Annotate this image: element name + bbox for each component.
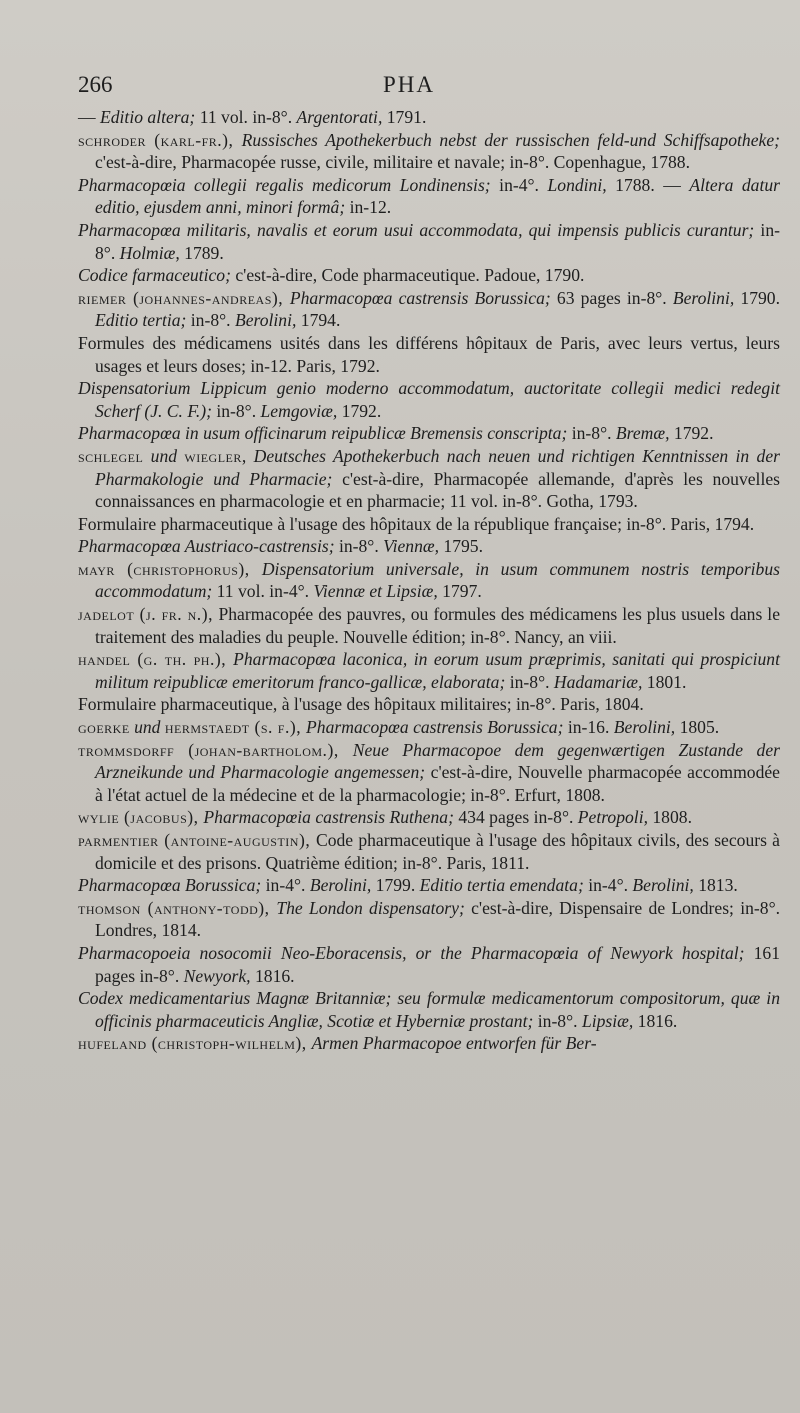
entry-title-text: Pharmacopœa Austriaco-castrensis; — [78, 536, 335, 557]
entry-text: — — [78, 107, 100, 127]
entry-text: 1791. — [382, 107, 427, 127]
page-header — [78, 72, 780, 104]
bibliography-entry — [78, 377, 780, 422]
entry-text: in-16. — [563, 717, 614, 738]
entry-text: 11 vol. in-8°. — [195, 107, 297, 127]
entry-text: mayr — [78, 558, 115, 579]
entry-title-text: Bremæ, — [615, 423, 670, 444]
entry-title-text: und — [129, 717, 165, 738]
bibliography-entry — [78, 422, 780, 445]
entry-title-text: Berolini, — [234, 310, 297, 331]
bibliography-entry — [78, 219, 780, 264]
bibliography-entry — [78, 942, 780, 987]
bibliography-entry — [78, 874, 780, 897]
entry-title-text: Pharmacopœia castrensis Ruthena; — [203, 807, 454, 828]
entry-text: c'est-à-dire, Dispensaire de Londres; in-8°. Londres, 1814. — [95, 897, 780, 941]
entry-text: 1790. — [734, 287, 780, 308]
entry-text: schlegel — [78, 445, 144, 466]
entry-text: thomson — [78, 897, 141, 918]
entry-text: (s. f.), — [249, 717, 307, 738]
entry-title-text: Newyork, — [183, 965, 251, 986]
bibliography-entry — [78, 806, 780, 829]
entry-text: in-8°. — [505, 671, 554, 692]
bibliography-entry — [78, 106, 780, 129]
entry-text: hufeland — [78, 1033, 147, 1054]
entry-text: (karl-fr.), — [146, 129, 242, 150]
entry-title-text: Berolini, — [309, 875, 372, 896]
entry-text: wylie — [78, 807, 120, 828]
entry-title-text: Editio altera; — [100, 107, 196, 127]
entry-title-text: Petropoli, — [577, 807, 648, 828]
entry-text: (christophorus), — [114, 558, 262, 579]
bibliography-entry — [78, 739, 780, 807]
entry-text: hermstaedt — [164, 717, 250, 738]
entry-text: (jacobus), — [119, 807, 204, 828]
bibliography-entry — [78, 987, 780, 1032]
entry-title-text: Berolini, — [672, 287, 735, 308]
entry-text: 1813. — [693, 875, 738, 896]
entry-text: Formulaire pharmaceutique, à l'usage des hôpitaux militaires; in-8°. Paris, 1804. — [78, 694, 644, 715]
entry-title-text: Editio tertia emendata; — [419, 875, 584, 896]
bibliography-entry — [78, 174, 780, 219]
bibliography-entry — [78, 513, 780, 536]
entry-text: 1792. — [669, 423, 714, 444]
entry-text: (johannes-andreas), — [126, 287, 290, 308]
entry-text: in-8°. — [95, 219, 780, 263]
entry-text: (johan-bartholom.), — [174, 739, 353, 760]
bibliography-entry — [78, 287, 780, 332]
entry-text: 63 pages in-8°. — [550, 287, 673, 308]
bibliography-entry — [78, 264, 780, 287]
entry-text: 1797. — [437, 581, 482, 602]
entry-text: trommsdorff — [78, 739, 175, 760]
entry-text: jadelot — [78, 604, 135, 625]
entry-title-text: Lipsiæ, — [581, 1010, 634, 1031]
entry-title-text: Pharmacopœa castrensis Borussica; — [306, 717, 564, 738]
entry-text: handel — [78, 649, 131, 670]
entry-title-text: Codice farmaceutico; — [78, 265, 231, 286]
entry-text: in-12. — [345, 197, 392, 218]
entry-title-text: Berolini, — [613, 717, 676, 738]
entry-text: 1789. — [179, 242, 224, 263]
entry-title-text: Argentorati, — [296, 107, 383, 127]
entry-title-text: Pharmacopœa in usum officinarum reipublicæ Bremensis conscripta; — [78, 423, 568, 444]
bibliography-entry — [78, 332, 780, 377]
bibliography-entry — [78, 829, 780, 874]
entry-text: in-8°. — [186, 310, 235, 331]
entry-text: (christoph-wilhelm), — [146, 1033, 312, 1054]
entry-text: in-8°. — [334, 536, 384, 557]
entry-title-text: Pharmacopoeia nosocomii Neo-Eboracensis, or the Pharmacopœia of Newyork hospital; — [78, 942, 745, 963]
entry-text: Pharmacopée des pauvres, ou formules des médicamens les plus usuels dans le traitement des maladies du peuple. Nouvelle édition; in-8°. Nancy, an viii. — [95, 604, 781, 647]
entry-title-text: Lemgoviæ, — [260, 400, 338, 421]
bibliography-entry — [78, 445, 780, 513]
entry-title-text: Londini, — [547, 174, 607, 195]
bibliography-entry — [78, 716, 780, 739]
entry-text: 11 vol. in-4°. — [212, 581, 314, 602]
entry-text: 1805. — [675, 717, 720, 738]
entry-title-text: Editio tertia; — [95, 310, 187, 331]
entry-text: in-4°. — [583, 875, 633, 896]
entry-text: 1794. — [296, 310, 341, 331]
bibliography-entry — [78, 129, 780, 174]
bibliography-entry — [78, 693, 780, 716]
bibliography-entry — [78, 897, 780, 942]
entry-text: parmentier — [78, 830, 159, 850]
entry-text: in-8°. — [567, 423, 616, 444]
page-number: 266 — [78, 72, 113, 97]
entry-text: (antoine-augustin), — [158, 830, 316, 850]
entry-text: 1801. — [642, 671, 687, 692]
entry-title-text: Pharmacopœa Borussica; — [78, 875, 262, 896]
entry-text: c'est-à-dire, Nouvelle pharmacopée accommodée à l'état actuel de la médecine et de la pharmacologie; in-8°. Erfurt, 1808. — [95, 762, 780, 805]
entry-title-text: Altera datur editio, ejusdem anni, minori formâ; — [95, 174, 781, 218]
entry-text: (anthony-todd), — [140, 897, 277, 918]
entry-text: , — [241, 445, 254, 466]
bibliography-entry — [78, 558, 780, 603]
entry-text: Formulaire pharmaceutique à l'usage des hôpitaux de la république française; in-8°. Paris, 1794. — [78, 513, 755, 534]
entry-title-text: Viennæ et Lipsiæ, — [313, 581, 438, 602]
entry-title-text: Armen Pharmacopoe entworfen für Ber- — [311, 1033, 597, 1054]
entry-text: 1816. — [250, 965, 295, 986]
bibliography-entry — [78, 603, 780, 648]
entry-text: 1795. — [439, 536, 483, 557]
entry-title-text: Deutsches Apothekerbuch nach neuen und richtigen Kenntnissen in der Pharmakologie und Pharmacie; — [95, 445, 781, 489]
entry-title-text: Codex medicamentarius Magnæ Britanniæ; seu formulæ medicamentorum compositorum, quæ in officinis pharmaceuticis Angliæ, Scotiæ et Hyberniæ prostant; — [78, 988, 780, 1031]
entry-text: goerke — [78, 717, 130, 738]
entry-text: in-4°. — [261, 875, 310, 896]
entry-text: in-4°. — [490, 174, 548, 195]
entry-text: c'est-à-dire, Code pharmaceutique. Padoue, 1790. — [230, 265, 585, 286]
entry-text: in-8°. — [211, 400, 261, 421]
entry-title-text: Pharmacopœa laconica, in eorum usum præprimis, sanitati qui prospiciunt militum reipublicæ emeritorum franco-gallicæ, elaborata; — [95, 649, 780, 692]
entry-text: 161 pages in-8°. — [95, 942, 780, 986]
entry-title-text: Dispensatorium Lippicum genio moderno accommodatum, auctoritate collegii medici redegit Scherf (J. C. F.); — [78, 378, 780, 421]
entry-title-text: Pharmacopœia collegii regalis medicorum Londinensis; — [78, 174, 491, 195]
entry-title-text: Holmiæ, — [119, 242, 180, 263]
entry-title-text: Hadamariæ, — [553, 671, 643, 692]
bibliography-entry — [78, 535, 780, 558]
entry-text: wiegler — [184, 445, 242, 466]
entry-title-text: Dispensatorium universale, in usum communem nostris temporibus accommodatum; — [95, 558, 780, 602]
entry-text: 1792. — [337, 400, 382, 421]
entry-text: (j. fr. n.), — [134, 604, 219, 625]
entry-title-text: Pharmacopœa castrensis Borussica; — [289, 287, 551, 308]
entry-title-text: Pharmacopœa militaris, navalis et eorum usui accommodata, qui impensis publicis curantur; — [78, 219, 755, 240]
entry-text: riemer — [78, 287, 127, 308]
entry-title-text: Neue Pharmacopoe dem gegenwærtigen Zustande der Arzneikunde und Pharmacologie angemessen; — [95, 739, 780, 783]
bibliography-list — [78, 106, 780, 1055]
entry-text: (g. th. ph.), — [130, 649, 234, 670]
entry-text: 434 pages in-8°. — [453, 807, 578, 828]
entry-text: Formules des médicamens usités dans les différens hôpitaux de Paris, avec leurs vertus, leurs usages et leurs doses; in-12. Paris, 1792. — [78, 332, 780, 376]
bibliography-entry — [78, 648, 780, 693]
entry-text: Code pharmaceutique à l'usage des hôpitaux civils, des secours à domicile et des prisons. Quatrième édition; in-8°. Paris, 1811. — [95, 830, 780, 873]
entry-title-text: The London dispensatory; — [276, 897, 465, 918]
entry-text: in-8°. — [533, 1010, 582, 1031]
entry-text: schroder — [78, 129, 147, 150]
entry-title-text: Berolini, — [632, 875, 694, 896]
entry-text: 1816. — [633, 1010, 678, 1031]
entry-title-text: Viennæ, — [383, 536, 440, 557]
entry-text: c'est-à-dire, Pharmacopée allemande, d'après les nouvelles connaissances en pharmacologie et en pharmacie; 11 vol. in-8°. Gotha, 1793. — [95, 468, 780, 512]
running-head: PHA — [383, 72, 436, 97]
bibliography-entry — [78, 1032, 780, 1055]
entry-title-text: und — [143, 445, 185, 466]
entry-text: 1799. — [371, 875, 420, 896]
entry-text: c'est-à-dire, Pharmacopée russe, civile, militaire et navale; in-8°. Copenhague, 1788. — [95, 152, 690, 173]
entry-title-text: Russisches Apothekerbuch nebst der russischen feld-und Schiffsapotheke; — [241, 129, 780, 150]
entry-text: 1808. — [647, 807, 692, 828]
entry-text: 1788. — — [606, 174, 690, 195]
